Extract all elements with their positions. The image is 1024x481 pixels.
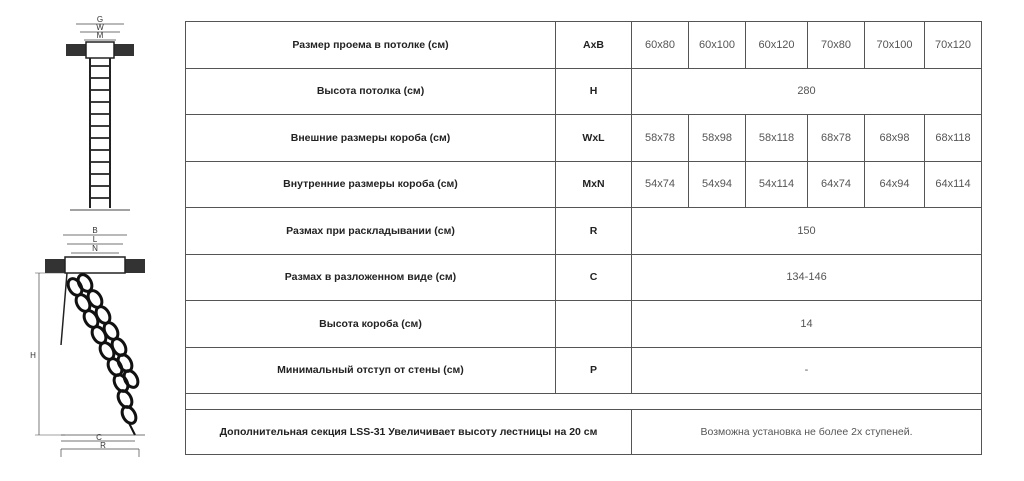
spec-table [185, 21, 982, 455]
row-label: Внутренние размеры короба (см) [186, 161, 556, 208]
table-row [186, 68, 982, 115]
merged-value-cell: 134-146 [632, 254, 982, 301]
dim-label-w: W [96, 23, 104, 32]
value-cell: 58x98 [689, 115, 746, 162]
row-symbol: H [556, 68, 632, 115]
table-row [186, 161, 982, 208]
table-row [186, 254, 982, 301]
value-cell: 70x100 [865, 22, 925, 69]
row-symbol: C [556, 254, 632, 301]
dim-label-g: G [96, 15, 104, 24]
extra-section-note: Возможна установка не более 2х ступеней. [632, 410, 982, 455]
row-label: Высота потолка (см) [186, 68, 556, 115]
row-symbol: R [556, 208, 632, 255]
row-label: Размах при раскладывании (см) [186, 208, 556, 255]
dim-label-n: N [92, 244, 98, 253]
spacer-cell [186, 394, 982, 410]
extra-section-label: Дополнительная секция LSS-31 Увеличивает высоту лестницы на 20 см [186, 410, 632, 455]
value-cell: 60x100 [689, 22, 746, 69]
row-label: Минимальный отступ от стены (см) [186, 347, 556, 394]
dim-label-r: R [100, 441, 106, 450]
row-symbol [556, 301, 632, 348]
row-symbol: WxL [556, 115, 632, 162]
dim-label-b: B [92, 226, 98, 235]
table-row [186, 208, 982, 255]
table-row-extra-section [186, 410, 982, 455]
row-label: Размах в разложенном виде (см) [186, 254, 556, 301]
row-symbol: MxN [556, 161, 632, 208]
value-cell: 68x118 [925, 115, 982, 162]
value-cell: 68x98 [865, 115, 925, 162]
merged-value-cell: 150 [632, 208, 982, 255]
table-row [186, 347, 982, 394]
dim-label-h: H [30, 351, 36, 360]
merged-value-cell: 14 [632, 301, 982, 348]
table-spacer-row [186, 394, 982, 410]
row-symbol: AxB [556, 22, 632, 69]
dim-label-m: M [96, 31, 104, 40]
row-symbol: P [556, 347, 632, 394]
merged-value-cell: - [632, 347, 982, 394]
dim-label-l: L [92, 235, 98, 244]
row-label: Внешние размеры короба (см) [186, 115, 556, 162]
table-row [186, 301, 982, 348]
value-cell: 54x74 [632, 161, 689, 208]
dim-label-c: C [96, 433, 102, 442]
merged-value-cell: 280 [632, 68, 982, 115]
value-cell: 58x118 [746, 115, 808, 162]
table-row [186, 22, 982, 69]
ladder-folded-diagram [40, 14, 160, 214]
value-cell: 64x74 [808, 161, 865, 208]
value-cell: 60x80 [632, 22, 689, 69]
table-row [186, 115, 982, 162]
value-cell: 54x114 [746, 161, 808, 208]
row-label: Высота короба (см) [186, 301, 556, 348]
value-cell: 70x120 [925, 22, 982, 69]
ladder-unfolded-diagram [25, 225, 175, 460]
value-cell: 54x94 [689, 161, 746, 208]
value-cell: 68x78 [808, 115, 865, 162]
value-cell: 58x78 [632, 115, 689, 162]
row-label: Размер проема в потолке (см) [186, 22, 556, 69]
value-cell: 64x94 [865, 161, 925, 208]
value-cell: 60x120 [746, 22, 808, 69]
value-cell: 70x80 [808, 22, 865, 69]
value-cell: 64x114 [925, 161, 982, 208]
